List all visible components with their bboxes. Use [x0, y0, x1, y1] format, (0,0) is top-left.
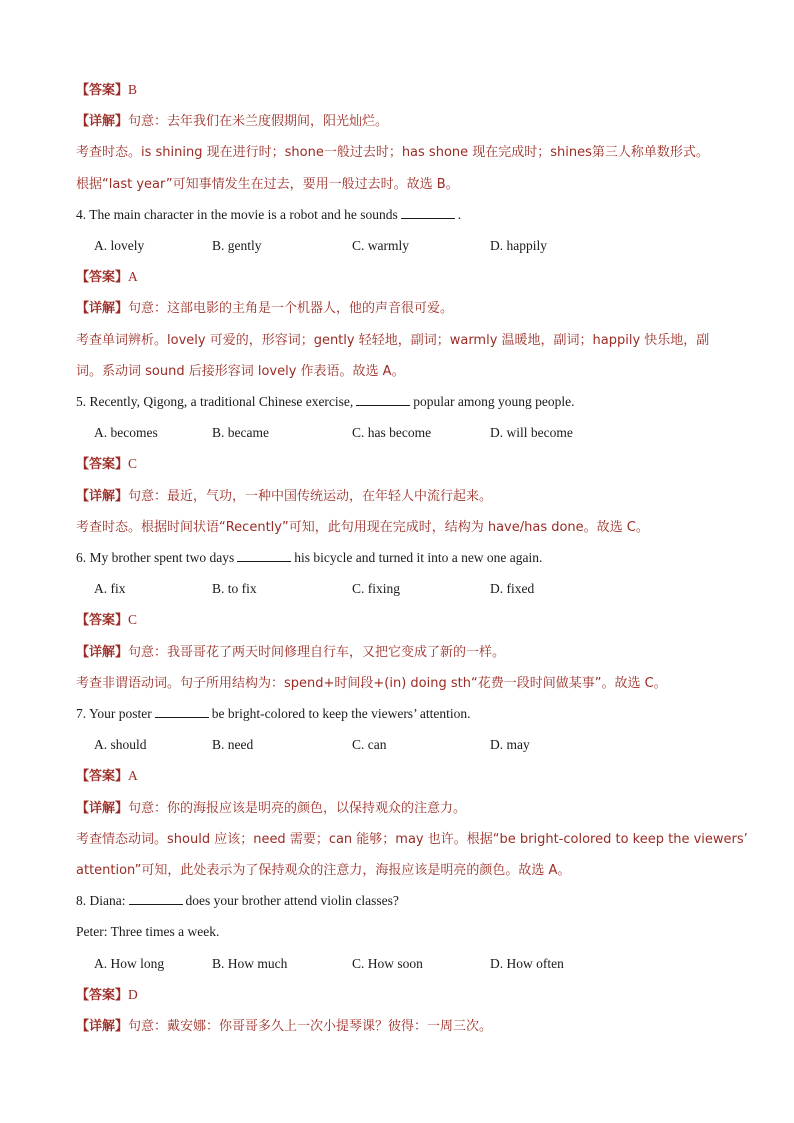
- explanation-text: 考查时态。is shining 现在进行时；shone一般过去时；has shone 现在完成时；shines第三人称单数形式。: [76, 145, 709, 160]
- option-a: A. fix: [94, 581, 126, 596]
- answer-label: 【答案】: [76, 270, 129, 285]
- detail-text: 句意：你的海报应该是明亮的颜色，以保持观众的注意力。: [128, 801, 467, 816]
- detail-line: [76, 1017, 492, 1036]
- question-text-after: does your brother attend violin classes?: [185, 893, 399, 908]
- answer-value: D: [128, 987, 138, 1002]
- option-d: D. will become: [490, 425, 573, 440]
- option-d: D. fixed: [490, 581, 535, 596]
- explain-line: [76, 143, 709, 162]
- answer-line: [76, 767, 138, 786]
- answer-label: 【答案】: [76, 83, 129, 98]
- explain-line: [76, 861, 570, 880]
- question-text-after: .: [457, 207, 462, 222]
- plain-line: [76, 923, 219, 941]
- detail-text: 句意：我哥哥花了两天时间修理自行车，又把它变成了新的一样。: [128, 645, 506, 660]
- detail-label: 【详解】: [76, 1019, 129, 1034]
- detail-text: 句意：去年我们在米兰度假期间，阳光灿烂。: [128, 114, 389, 129]
- answer-line: [76, 268, 138, 287]
- explain-line: [76, 518, 649, 537]
- answer-value: C: [128, 612, 138, 627]
- detail-text: 句意：这部电影的主角是一个机器人，他的声音很可爱。: [128, 301, 454, 316]
- explanation-text: attention”可知，此处表示为了保持观众的注意力，海报应该是明亮的颜色。故选 A。: [76, 863, 571, 878]
- answer-line: [76, 455, 137, 474]
- explanation-text: 根据“last year”可知事情发生在过去，要用一般过去时。故选 B。: [76, 177, 459, 192]
- answer-label: 【答案】: [76, 457, 129, 472]
- answer-line: [76, 81, 137, 100]
- option-d: D. may: [490, 737, 530, 752]
- question-line: [76, 705, 471, 723]
- explanation-text: 考查时态。根据时间状语“Recently”可知，此句用现在完成时，结构为 have/has done。故选 C。: [76, 520, 649, 535]
- detail-line: [76, 799, 466, 818]
- answer-line: [76, 611, 137, 630]
- option-c: C. can: [352, 737, 387, 752]
- option-a: A. lovely: [94, 238, 145, 253]
- question-line: [76, 393, 575, 411]
- explain-line: [76, 331, 709, 350]
- question-line: [76, 549, 542, 567]
- answer-value: A: [128, 269, 138, 284]
- option-a: A. becomes: [94, 425, 158, 440]
- question-text-before: 5. Recently, Qigong, a traditional Chinese exercise,: [76, 394, 354, 409]
- explanation-text: 考查单词辨析。lovely 可爱的，形容词；gently 轻轻地，副词；warmly 温暖地，副词；happily 快乐地，副: [76, 333, 710, 348]
- option-c: C. warmly: [352, 238, 409, 253]
- explanation-text: 词。系动词 sound 后接形容词 lovely 作表语。故选 A。: [76, 364, 405, 379]
- detail-line: [76, 112, 388, 131]
- question-text-before: 8. Diana:: [76, 893, 126, 908]
- question-text-after: his bicycle and turned it into a new one again.: [294, 550, 543, 565]
- answer-blank: [401, 206, 455, 219]
- answer-blank: [155, 705, 209, 718]
- explanation-text: 考查情态动词。should 应该；need 需要；can 能够；may 也许。根据“be bright-colored to keep the viewers’: [76, 832, 748, 847]
- detail-line: [76, 643, 505, 662]
- question-text-before: 6. My brother spent two days: [76, 550, 235, 565]
- answer-label: 【答案】: [76, 613, 129, 628]
- answer-value: A: [128, 768, 138, 783]
- detail-label: 【详解】: [76, 801, 129, 816]
- answer-value: B: [128, 82, 138, 97]
- option-a: A. should: [94, 737, 147, 752]
- option-d: D. happily: [490, 238, 547, 253]
- answer-blank: [237, 549, 291, 562]
- question-line: [76, 892, 399, 910]
- detail-label: 【详解】: [76, 301, 129, 316]
- question-text-after: popular among young people.: [413, 394, 575, 409]
- explain-line: [76, 674, 667, 693]
- option-d: D. How often: [490, 956, 564, 971]
- option-c: C. fixing: [352, 581, 401, 596]
- detail-label: 【详解】: [76, 489, 129, 504]
- answer-value: C: [128, 456, 138, 471]
- detail-text: 句意：最近，气功，一种中国传统运动，在年轻人中流行起来。: [128, 489, 493, 504]
- question-line: [76, 206, 461, 224]
- answer-line: [76, 986, 138, 1005]
- detail-line: [76, 487, 492, 506]
- option-b: B. need: [212, 737, 254, 752]
- detail-text: 句意：戴安娜：你哥哥多久上一次小提琴课？彼得：一周三次。: [128, 1019, 493, 1034]
- detail-label: 【详解】: [76, 645, 129, 660]
- detail-line: [76, 299, 453, 318]
- question-text-before: 7. Your poster: [76, 706, 152, 721]
- option-a: A. How long: [94, 956, 165, 971]
- option-b: B. became: [212, 425, 269, 440]
- answer-blank: [129, 892, 183, 905]
- explain-line: [76, 362, 405, 381]
- explanation-text: 考查非谓语动词。句子所用结构为：spend+时间段+(in) doing sth“花费一段时间做某事”。故选 C。: [76, 676, 667, 691]
- answer-label: 【答案】: [76, 988, 129, 1003]
- question-text-after: be bright-colored to keep the viewers’ attention.: [211, 706, 471, 721]
- option-b: B. gently: [212, 238, 262, 253]
- explain-line: [76, 830, 748, 849]
- option-b: B. How much: [212, 956, 288, 971]
- option-c: C. How soon: [352, 956, 423, 971]
- option-b: B. to fix: [212, 581, 257, 596]
- question-text-before: 4. The main character in the movie is a robot and he sounds: [76, 207, 398, 222]
- detail-label: 【详解】: [76, 114, 129, 129]
- answer-blank: [356, 393, 410, 406]
- option-c: C. has become: [352, 425, 432, 440]
- answer-label: 【答案】: [76, 769, 129, 784]
- dialogue-text: Peter: Three times a week.: [76, 924, 220, 939]
- explain-line: [76, 175, 459, 194]
